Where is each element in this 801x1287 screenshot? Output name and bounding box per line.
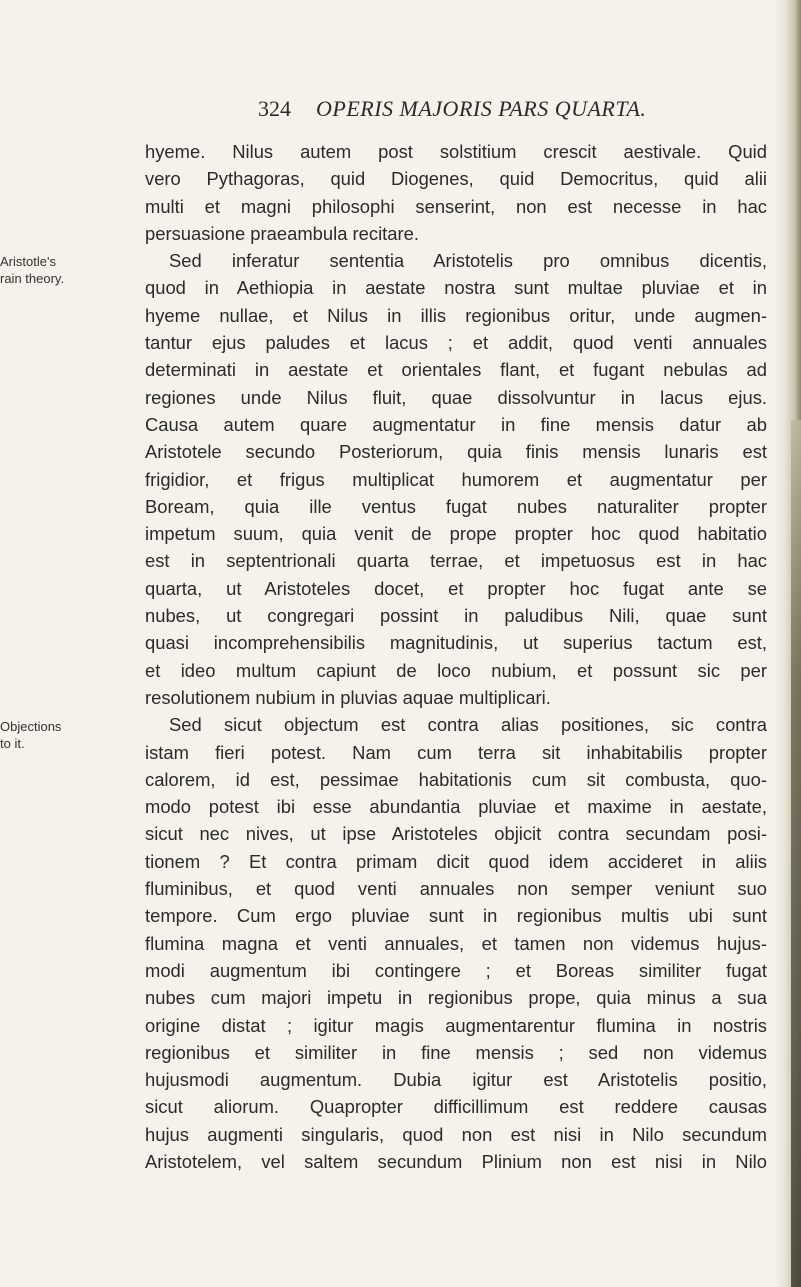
- text-line: vero Pythagoras, quid Diogenes, quid Democritus, quid alii: [145, 168, 767, 190]
- running-title: OPERIS MAJORIS PARS QUARTA.: [316, 96, 647, 121]
- margin-note-line: Objections: [0, 719, 62, 734]
- text-line: fluminibus, et quod venti annuales non semper veniunt suo: [145, 878, 767, 900]
- text-line: hujusmodi augmentum. Dubia igitur est Aristotelis positio,: [145, 1069, 767, 1091]
- text-line: quarta, ut Aristoteles docet, et propter hoc fugat ante se: [145, 577, 767, 599]
- text-line: modi augmentum ibi contingere ; et Boreas similiter fugat: [145, 959, 767, 981]
- text-line: persuasione praeambula recitare.: [145, 222, 419, 244]
- text-line: tionem ? Et contra primam dicit quod idem accideret in aliis: [145, 850, 767, 872]
- text-line: sicut aliorum. Quapropter difficillimum est reddere causas: [145, 1096, 767, 1118]
- text-line: Sed inferatur sententia Aristotelis pro omnibus dicentis,: [169, 250, 767, 272]
- text-line: Aristotelem, vel saltem secundum Plinium non est nisi in Nilo: [145, 1150, 767, 1172]
- text-line: calorem, id est, pessimae habitationis cum sit combusta, quo-: [145, 768, 767, 790]
- text-line: impetum suum, quia venit de prope propter hoc quod habitatio: [145, 523, 767, 545]
- text-line: modo potest ibi esse abundantia pluviae et maxime in aestate,: [145, 796, 767, 818]
- text-line: quasi incomprehensibilis magnitudinis, ut superius tactum est,: [145, 632, 767, 654]
- text-line: nubes, ut congregari possint in paludibus Nili, quae sunt: [145, 605, 767, 627]
- text-line: quod in Aethiopia in aestate nostra sunt multae pluviae et in: [145, 277, 767, 299]
- margin-note-line: to it.: [0, 736, 25, 751]
- body-text: [145, 138, 767, 1175]
- text-line: nubes cum majori impetu in regionibus prope, quia minus a sua: [145, 987, 767, 1009]
- text-line: et ideo multum capiunt de loco nubium, et possunt sic per: [145, 659, 767, 681]
- text-line: frigidior, et frigus multiplicat humorem et augmentatur per: [145, 468, 767, 490]
- text-line: istam fieri potest. Nam cum terra sit inhabitabilis propter: [145, 741, 767, 763]
- text-line: Boream, quia ille ventus fugat nubes naturaliter propter: [145, 495, 767, 517]
- text-line: sicut nec nives, ut ipse Aristoteles objicit contra secundam posi-: [145, 823, 767, 845]
- text-line: tantur ejus paludes et lacus ; et addit, quod venti annuales: [145, 332, 767, 354]
- page-number: 324: [258, 96, 291, 121]
- margin-note-objections: [0, 718, 140, 752]
- margin-note-line: Aristotle's: [0, 254, 56, 269]
- text-line: hyeme nullae, et Nilus in illis regionibus oritur, unde augmen-: [145, 304, 767, 326]
- text-line: multi et magni philosophi senserint, non est necesse in hac: [145, 195, 767, 217]
- text-line: Causa autem quare augmentatur in fine mensis datur ab: [145, 413, 767, 435]
- text-line: Aristotele secundo Posteriorum, quia finis mensis lunaris est: [145, 441, 767, 463]
- text-line: origine distat ; igitur magis augmentarentur flumina in nostris: [145, 1014, 767, 1036]
- margin-note-aristotle: [0, 253, 140, 287]
- page-header: [0, 96, 801, 126]
- binding-shadow: [791, 420, 801, 1287]
- text-line: hyeme. Nilus autem post solstitium crescit aestivale. Quid: [145, 141, 767, 162]
- text-line: resolutionem nubium in pluvias aquae multiplicari.: [145, 686, 551, 708]
- text-line: flumina magna et venti annuales, et tamen non videmus hujus-: [145, 932, 767, 954]
- text-line: tempore. Cum ergo pluviae sunt in regionibus multis ubi sunt: [145, 905, 767, 927]
- text-line: hujus augmenti singularis, quod non est nisi in Nilo secundum: [145, 1123, 767, 1145]
- text-line: regiones unde Nilus fluit, quae dissolvuntur in lacus ejus.: [145, 386, 767, 408]
- margin-note-line: rain theory.: [0, 271, 65, 286]
- text-line: regionibus et similiter in fine mensis ; sed non videmus: [145, 1041, 767, 1063]
- text-line: est in septentrionali quarta terrae, et impetuosus est in hac: [145, 550, 767, 572]
- text-line: Sed sicut objectum est contra alias positiones, sic contra: [169, 714, 767, 736]
- text-line: determinati in aestate et orientales flant, et fugant nebulas ad: [145, 359, 767, 381]
